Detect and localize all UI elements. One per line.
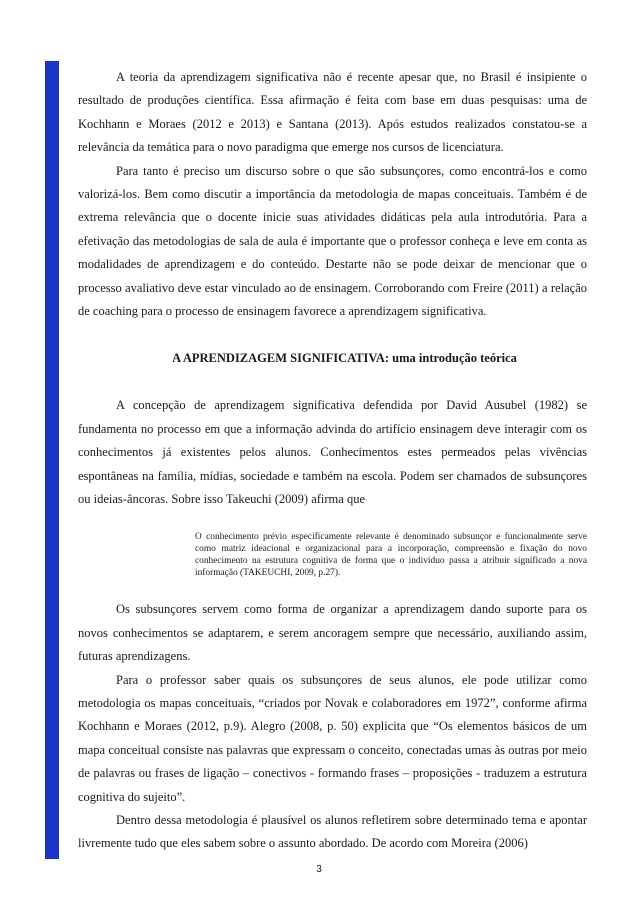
paragraph-intro: A concepção de aprendizagem significativa defendida por David Ausubel (1982) se fundamenta no processo em que a informação advinda do artifício ensinagem deve interagir com os conhecimentos já existentes pelos alunos. Conhecimentos estes permeados pelas vivências espontâneas na família, mídias, sociedade e também na escola. Podem ser chamados de subsunçores ou ideias-âncoras. Sobre isso Takeuchi (2009) afirma que	[78, 398, 587, 507]
paragraph-4: Para o professor saber quais os subsunçores de seus alunos, ele pode utilizar como metodologia os mapas conceituais, “criados por Novak e colaboradores em 1972”, conforme afirma Kochhann e Moraes (2012, p.9). Alegro (2008, p. 50) explicita que “Os elementos básicos de um mapa conceitual consiste nas palavras que expressam o conceito, conectadas umas às outras por meio de palavras ou frases de ligação – conectivos - formando frases – proposições - traduzem a estrutura cognitiva do sujeito”.	[78, 672, 587, 804]
left-margin-bar	[45, 61, 59, 859]
paragraph-2: Para tanto é preciso um discurso sobre o que são subsunçores, como encontrá-los e como valorizá-los. Bem como discutir a importância da metodologia de mapas conceituais. Também é de extrema relevância que o docente inicie suas atividades didáticas pela aula introdutória. Para a efetivação das metodologias de sala de aula é importante que o professor conheça e leve em conta as modalidades de aprendizagem e do conteúdo. Destarte não se pode deixar de mencionar que o processo avaliativo deve estar vinculado ao de ensinagem. Corroborando com Freire (2011) a relação de coaching para o processo de ensinagem favorece a aprendizagem significativa.	[78, 163, 587, 319]
paragraph-5: Dentro dessa metodologia é plausível os alunos refletirem sobre determinado tema e apontar livremente tudo que eles sabem sobre o assunto abordado. De acordo com Moreira (2006)	[78, 812, 587, 851]
paragraph-3: Os subsunçores servem como forma de organizar a aprendizagem dando suporte para os novos conhecimentos se adaptarem, e serem ancoragem sempre que necessário, auxiliando assim, futuras aprendizagens.	[78, 602, 587, 664]
paragraph-1: A teoria da aprendizagem significativa não é recente apesar que, no Brasil é insipiente o resultado de produções científica. Essa afirmação é feita com base em duas pesquisas: uma de Kochhann e Moraes (2012 e 2013) e Santana (2013). Após estudos realizados constatou-se a relevância da temática para o novo paradigma que emerge nos cursos de licenciatura.	[78, 70, 587, 155]
section-heading: A APRENDIZAGEM SIGNIFICATIVA: uma introdução teórica	[172, 351, 517, 366]
page-number: 3	[316, 864, 322, 875]
page-body	[78, 66, 587, 856]
block-quote: O conhecimento prévio especificamente relevante é denominado subsunçor e funcionalmente serve como matriz ideacional e organizacional para a incorporação, compreensão e fixação do novo conhecimento na estrutura cognitiva de forma que o indivíduo passa a atribuir significado a nova informação (TAKEUCHI, 2009, p.27).	[195, 531, 587, 579]
